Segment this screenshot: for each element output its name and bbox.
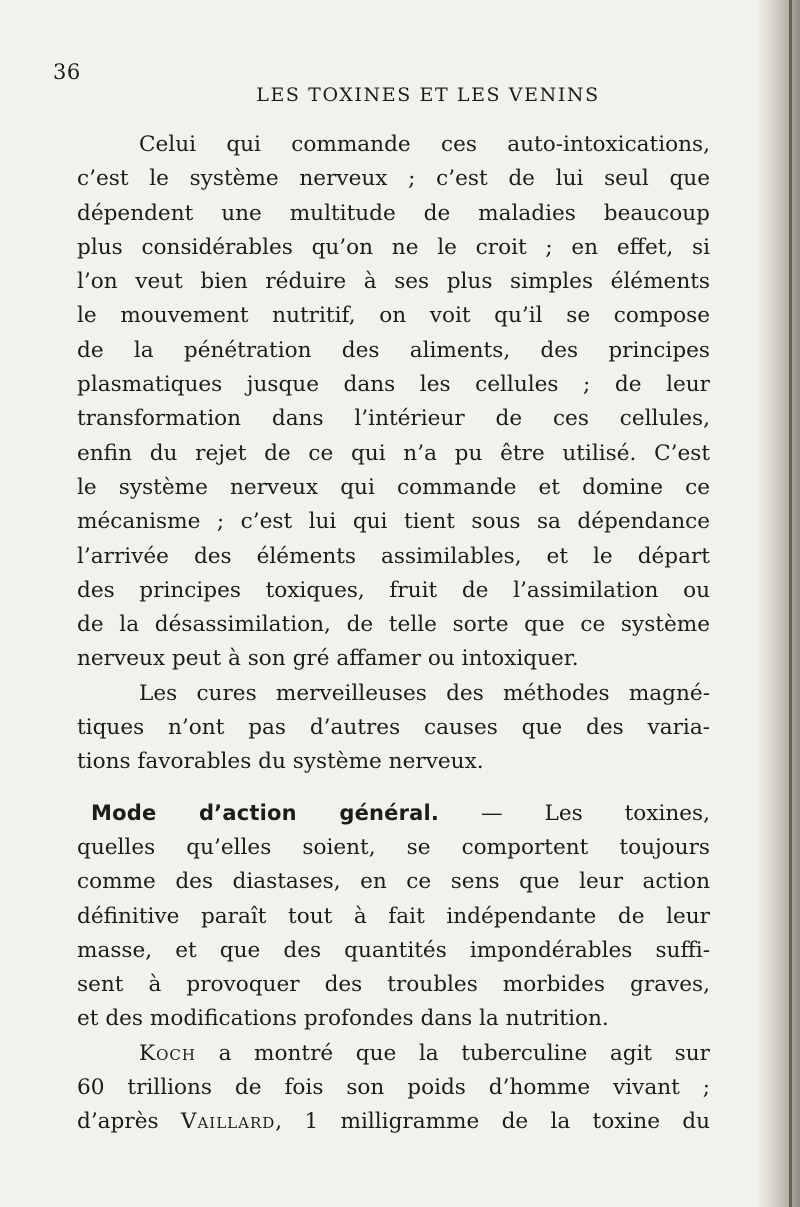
text-line: c’est le système nerveux ; c’est de lui seul que <box>77 166 710 192</box>
text-line: quelles qu’elles soient, se comportent toujours <box>77 834 710 860</box>
author-name-vaillard: Vaillard <box>180 1109 276 1135</box>
running-head: LES TOXINES ET LES VENINS <box>256 84 600 106</box>
text-fragment: — Les toxines, <box>439 800 710 826</box>
text-line: enfin du rejet de ce qui n’a pu être utilisé. C’est <box>77 440 710 466</box>
section-heading: Mode d’action général. <box>91 800 440 825</box>
text-line: définitive paraît tout à fait indépendante de leur <box>77 903 710 929</box>
text-line: de la désassimilation, de telle sorte que ce système <box>77 612 710 638</box>
text-line: mécanisme ; c’est lui qui tient sous sa dépendance <box>77 509 710 535</box>
text-line: 60 trillions de fois son poids d’homme vivant ; <box>77 1075 710 1101</box>
text-line: l’arrivée des éléments assimilables, et le départ <box>77 543 710 569</box>
page-edge-shadow <box>756 0 800 1207</box>
text-line: des principes toxiques, fruit de l’assimilation ou <box>77 577 710 603</box>
text-line <box>77 1105 710 1139</box>
text-line: tiques n’ont pas d’autres causes que des varia- <box>77 715 710 741</box>
text-line: l’on veut bien réduire à ses plus simples éléments <box>77 269 710 295</box>
text-line: tions favorables du système nerveux. <box>77 749 484 775</box>
text-line: le mouvement nutritif, on voit qu’il se compose <box>77 303 710 329</box>
text-line: dépendent une multitude de maladies beaucoup <box>77 200 710 226</box>
text-line: plasmatiques jusque dans les cellules ; de leur <box>77 372 710 398</box>
text-line: et des modifications profondes dans la nutrition. <box>77 1006 609 1032</box>
body-text <box>77 128 710 1140</box>
text-fragment: a montré que la tuberculine agit sur <box>196 1040 710 1066</box>
text-line <box>77 1037 710 1071</box>
text-line: plus considérables qu’on ne le croit ; en effet, si <box>77 234 710 260</box>
text-line: transformation dans l’intérieur de ces cellules, <box>77 406 710 432</box>
text-line: comme des diastases, en ce sens que leur action <box>77 869 710 895</box>
text-line: sent à provoquer des troubles morbides graves, <box>77 972 710 998</box>
page-binding-edge <box>789 0 792 1207</box>
page-number: 36 <box>53 60 81 84</box>
text-fragment: d’après <box>77 1109 181 1135</box>
text-fragment: , 1 milligramme de la toxine du <box>275 1109 711 1135</box>
text-line: le système nerveux qui commande et domine ce <box>77 474 710 500</box>
text-line: masse, et que des quantités impondérables suffi- <box>77 937 710 963</box>
section-heading-line <box>77 796 710 831</box>
text-line: Les cures merveilleuses des méthodes magné- <box>139 680 710 706</box>
text-line: de la pénétration des aliments, des principes <box>77 337 710 363</box>
author-name-koch: Koch <box>139 1040 196 1066</box>
text-line: Celui qui commande ces auto-intoxications, <box>139 132 710 157</box>
text-line: nerveux peut à son gré affamer ou intoxiquer. <box>77 646 579 672</box>
